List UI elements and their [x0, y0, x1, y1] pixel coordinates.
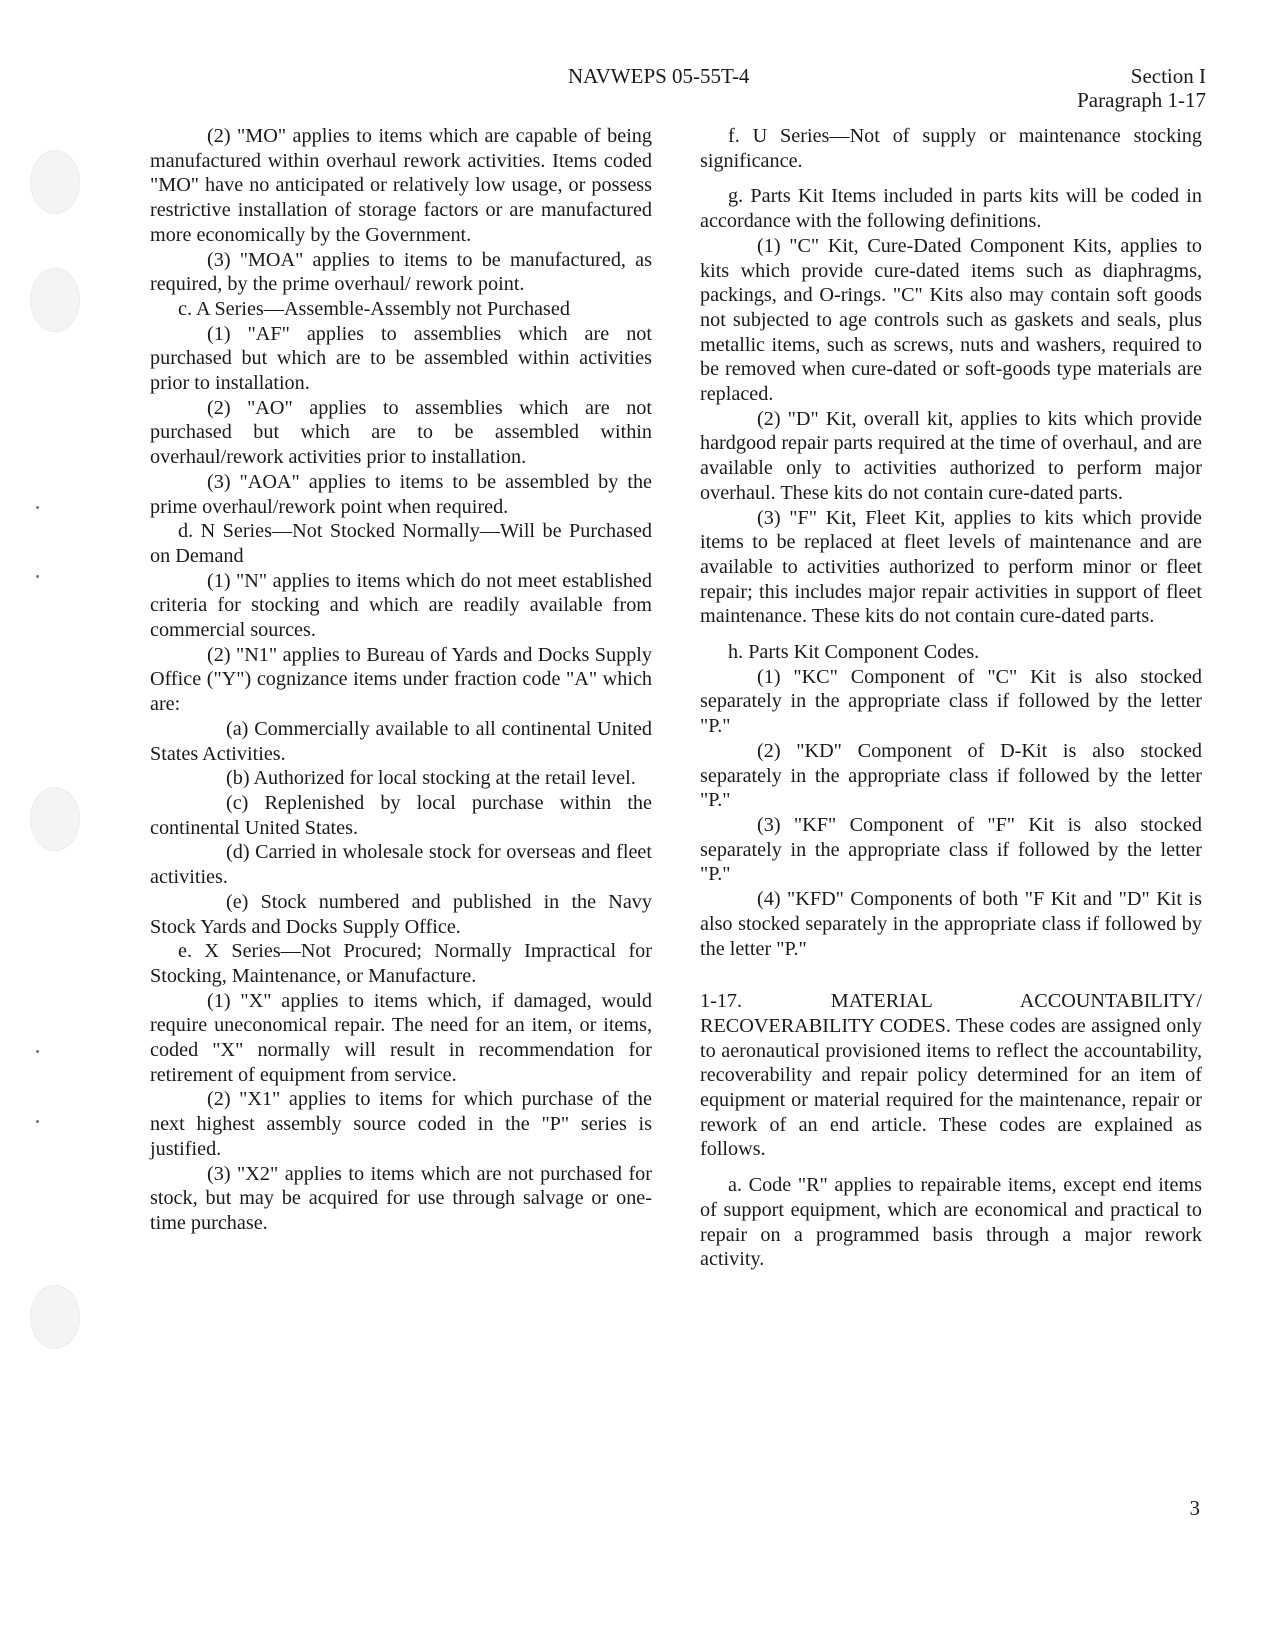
body-paragraph: (1) "N" applies to items which do not meet established criteria for stocking and which are readily available from commercial sources. [150, 569, 652, 642]
body-paragraph: (3) "X2" applies to items which are not purchased for stock, but may be acquired for use through salvage or one-time purchase. [150, 1162, 652, 1234]
scan-speck [36, 1050, 39, 1053]
body-paragraph: a. Code "R" applies to repairable items, except end items of support equipment, which are economical and practical to repair on a programmed basis through a major rework activity. [700, 1174, 1202, 1271]
section-paragraph: 1-17. MATERIAL ACCOUNTABILITY/ RECOVERABILITY CODES. These codes are assigned only to aeronautical provisioned items to reflect the accountability, recoverability and repair policy determined for an item of equipment or material required for the maintenance, repair or rework of an end article. These codes are explained as follows. [700, 990, 1202, 1161]
body-paragraph: (2) "N1" applies to Bureau of Yards and Docks Supply Office ("Y") cognizance items under fraction code "A" which are: [150, 643, 652, 716]
subsection-heading: d. N Series—Not Stocked Normally—Will be Purchased on Demand [150, 520, 652, 567]
subsection-heading: c. A Series—Assemble-Assembly not Purchased [178, 297, 570, 320]
subsection-heading: f. U Series—Not of supply or maintenance stocking significance. [700, 125, 1202, 172]
left-column [150, 124, 652, 1236]
subsection-heading: e. X Series—Not Procured; Normally Impractical for Stocking, Maintenance, or Manufacture. [150, 940, 652, 987]
body-subitem: (c) Replenished by local purchase within the continental United States. [150, 791, 652, 839]
body-paragraph: (2) "MO" applies to items which are capable of being manufactured within overhaul rework activities. Items coded "MO" have no anticipated or relatively low usage, or possess restrictive installation of storage factors or are manufactured more economically by the Government. [150, 125, 652, 246]
body-paragraph: (3) "MOA" applies to items to be manufactured, as required, by the prime overhaul/ rework point. [150, 248, 652, 296]
body-paragraph: (3) "KF" Component of "F" Kit is also stocked separately in the appropriate class if followed by the letter "P." [700, 813, 1202, 886]
body-subitem: (b) Authorized for local stocking at the retail level. [226, 767, 636, 790]
document-number: NAVWEPS 05-55T-4 [568, 64, 750, 88]
body-paragraph: (3) "AOA" applies to items to be assembled by the prime overhaul/rework point when required. [150, 470, 652, 518]
section-label: Section I [1130, 64, 1206, 88]
right-column [700, 124, 1202, 1272]
scan-speck [36, 506, 39, 509]
paragraph-label: Paragraph 1-17 [1077, 88, 1206, 112]
body-paragraph: (1) "X" applies to items which, if damaged, would require uneconomical repair. The need for an item, or items, coded "X" normally will result in recommendation for retirement of equipment from service. [150, 989, 652, 1086]
body-paragraph: (2) "X1" applies to items for which purchase of the next highest assembly source coded in the "P" series is justified. [150, 1088, 652, 1160]
body-subitem: (e) Stock numbered and published in the Navy Stock Yards and Docks Supply Office. [150, 890, 652, 938]
punch-hole [30, 150, 80, 214]
body-paragraph: (1) "AF" applies to assemblies which are not purchased but which are to be assembled within activities prior to installation. [150, 322, 652, 395]
page-number: 3 [1189, 1496, 1200, 1520]
body-paragraph: (3) "F" Kit, Fleet Kit, applies to kits which provide items to be replaced at fleet levels of maintenance and are available to activities authorized to perform minor or fleet repair; this includes major repair activities in support of fleet maintenance. These kits do not contain cure-dated parts. [700, 506, 1202, 628]
body-subitem: (d) Carried in wholesale stock for overseas and fleet activities. [150, 841, 652, 889]
punch-hole [30, 1285, 80, 1349]
body-paragraph: (1) "KC" Component of "C" Kit is also stocked separately in the appropriate class if followed by the letter "P." [700, 665, 1202, 738]
body-paragraph: (1) "C" Kit, Cure-Dated Component Kits, applies to kits which provide cure-dated items such as diaphragms, packings, and O-rings. "C" Kits also may contain soft goods not subjected to age controls such as gaskets and seals, plus metallic items, such as screws, nuts and washers, required to be removed when cure-dated or soft-goods type materials are replaced. [700, 234, 1202, 406]
body-paragraph: (2) "KD" Component of D-Kit is also stocked separately in the appropriate class if followed by the letter "P." [700, 739, 1202, 812]
subsection-heading: h. Parts Kit Component Codes. [728, 641, 980, 664]
subsection-heading: g. Parts Kit Items included in parts kits will be coded in accordance with the following definitions. [700, 185, 1202, 233]
punch-hole [30, 787, 80, 851]
body-paragraph: (4) "KFD" Components of both "F Kit and "D" Kit is also stocked separately in the appropriate class if followed by the letter "P." [700, 888, 1202, 960]
scan-speck [36, 1120, 39, 1123]
scan-speck [36, 575, 39, 578]
body-paragraph: (2) "AO" applies to assemblies which are not purchased but which are to be assembled within overhaul/rework activities prior to installation. [150, 396, 652, 469]
body-subitem: (a) Commercially available to all continental United States Activities. [150, 717, 652, 765]
body-paragraph: (2) "D" Kit, overall kit, applies to kits which provide hardgood repair parts required at the time of overhaul, and are available only to activities authorized to perform major overhaul. These kits do not contain cure-dated parts. [700, 407, 1202, 504]
punch-hole [30, 268, 80, 332]
